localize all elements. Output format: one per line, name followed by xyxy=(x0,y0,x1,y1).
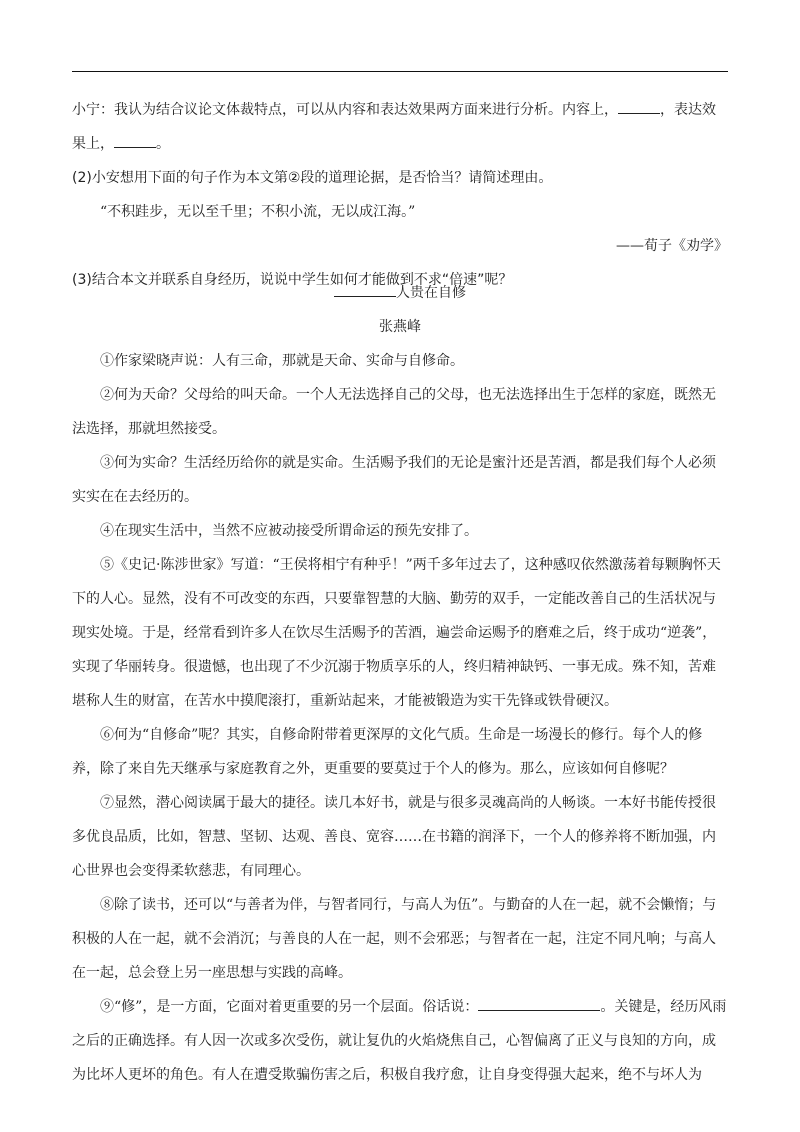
paragraph-7: ⑦显然，潜心阅读属于最大的捷径。读几本好书，就是与很多灵魂高尚的人畅谈。一本好书能传授很多优良品质，比如，智慧、坚韧、达观、善良、宽容……在书籍的润泽下，一个人的修养将不断加强，内心世界也会变得柔软慈悲，有同理心。 xyxy=(72,795,716,879)
paragraph-8: ⑧除了读书，还可以“与善者为伴，与智者同行，与高人为伍”。与勤奋的人在一起，就不会懒惰；与积极的人在一起，就不会消沉；与善良的人在一起，则不会邪恶；与智者在一起，注定不同凡响；与高人在一起，总会登上另一座思想与实践的高峰。 xyxy=(72,897,717,981)
answer-blank xyxy=(114,131,156,148)
q2-attribution: ——荀子《劝学》 xyxy=(616,238,728,254)
essay-author: 张燕峰 xyxy=(379,319,421,335)
title-blank xyxy=(334,280,396,297)
answer-blank xyxy=(618,97,660,114)
paragraph-6: ⑥何为“自修命”呢？其实，自修命附带着更深厚的文化气质。生命是一场漫长的修行。每个人的修养，除了来自先天继承与家庭教育之外，更重要的要莫过于个人的修为。那么，应该如何自修呢？ xyxy=(72,727,703,777)
paragraph-2: ②何为天命？父母给的叫天命。一个人无法选择自己的父母，也无法选择出生于怎样的家庭，既然无法选择，那就坦然接受。 xyxy=(72,387,716,437)
q1-answer: 小宁：我认为结合议论文体裁特点，可以从内容和表达效果两方面来进行分析。内容上， ，表达效 果上， 。 xyxy=(72,93,728,161)
q2-quote: “不积跬步，无以至千里；不积小流，无以成江海。” xyxy=(100,204,416,220)
essay-title: 人贵在自修 xyxy=(72,276,728,310)
paragraph-3: ③何为实命？生活经历给你的就是实命。生活赐予我们的无论是蜜汁还是苦酒，都是我们每个人必须实实在在去经历的。 xyxy=(72,455,716,505)
paragraph-4: ④在现实生活中，当然不应被动接受所谓命运的预先安排了。 xyxy=(100,523,478,539)
paragraph-1: ①作家梁晓声说：人有三命，那就是天命、实命与自修命。 xyxy=(100,353,464,369)
top-divider xyxy=(72,71,728,72)
question-section xyxy=(72,93,728,297)
q3-prompt: (3)结合本文并联系自身经历，说说中学生如何才能做到不求“倍速”呢？ xyxy=(72,272,513,288)
essay xyxy=(72,276,728,1092)
paragraph-5: ⑤《史记·陈涉世家》写道：“王侯将相宁有种乎！”两千多年过去了，这种感叹依然激荡着每颗胸怀天下的人心。显然，没有不可改变的东西，只要靠智慧的大脑、勤劳的双手，一定能改善自己的生活状况与现实处境。于是，经常看到许多人在饮尽生活赐予的苦酒，遍尝命运赐予的磨难之后，终于成功“逆袭”，实现了华丽转身。很遗憾，也出现了不少沉溺于物质享乐的人，终归精神缺钙、一事无成。殊不知，苦难堪称人生的财富，在苦水中摸爬滚打，重新站起来，才能被锻造为实干先锋或铁骨硬汉。 xyxy=(72,557,721,709)
q2-prompt: (2)小安想用下面的句子作为本文第②段的道理论据，是否恰当？请简述理由。 xyxy=(72,170,553,186)
fill-in-blank xyxy=(478,994,600,1011)
paragraph-9: ⑨“修”，是一方面，它面对着更重要的另一个层面。俗话说： 。关键是，经历风雨之后的正确选择。有人因一次或多次受伤，就让复仇的火焰烧焦自己，心智偏离了正义与良知的方向，成为比坏人更坏的角色。有人在遭受欺骗伤害之后，积极自我疗愈，让自身变得强大起来，绝不与坏人为 xyxy=(72,990,728,1092)
